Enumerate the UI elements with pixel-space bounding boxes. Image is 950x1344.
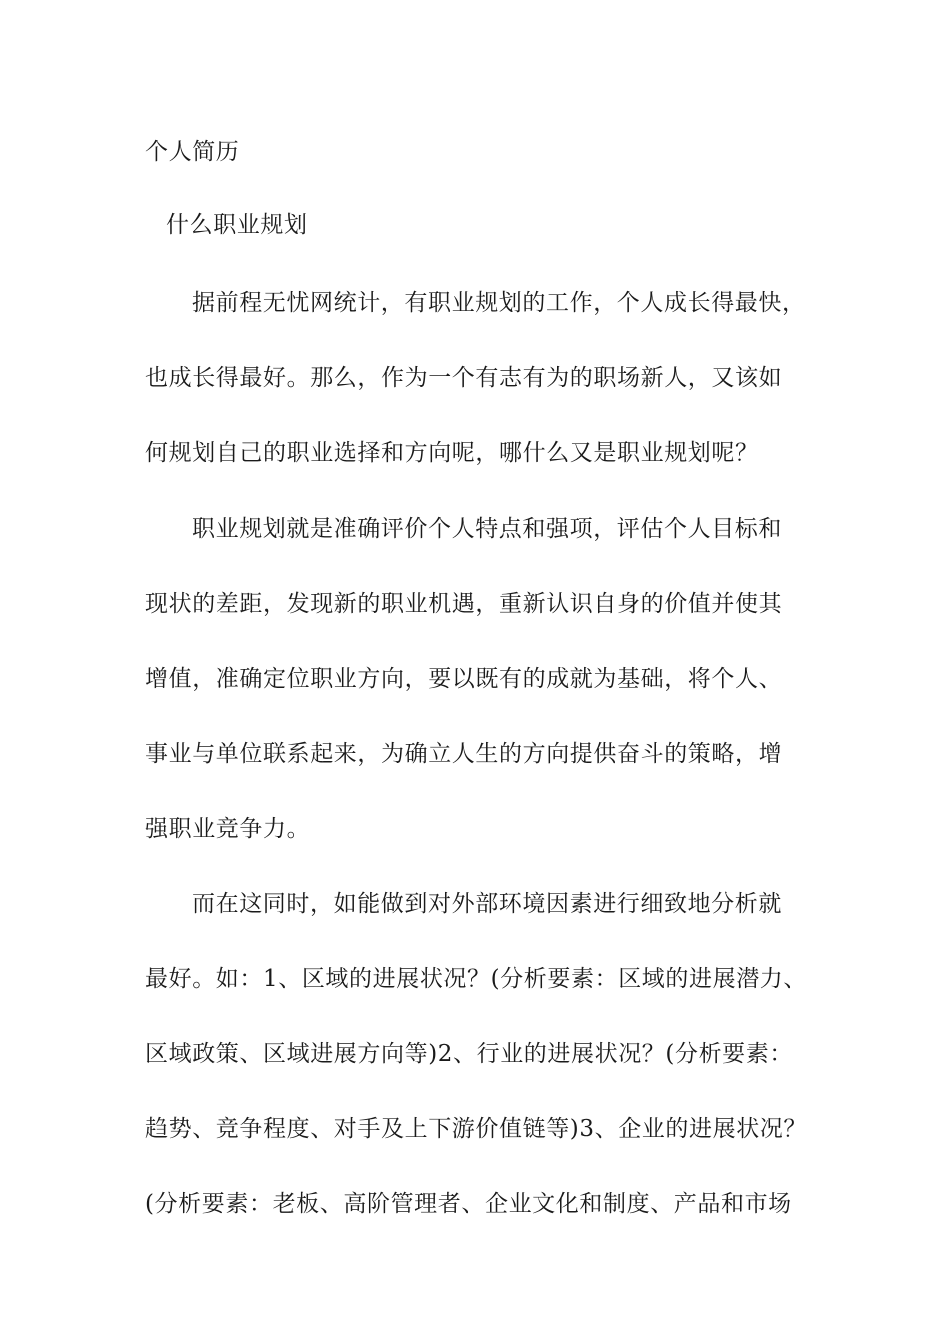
- section-heading: 什么职业规划: [166, 212, 308, 238]
- paragraph-line: 区域政策、区域进展方向等)2、行业的进展状况？(分析要素：: [145, 1041, 793, 1067]
- paragraph-line: 最好。如：1、区域的进展状况？(分析要素：区域的进展潜力、: [145, 966, 808, 992]
- paragraph-line: 事业与单位联系起来，为确立人生的方向提供奋斗的策略，增: [145, 741, 783, 767]
- document-title: 个人简历: [145, 139, 240, 165]
- paragraph-line: (分析要素：老板、高阶管理者、企业文化和制度、产品和市场: [145, 1191, 792, 1217]
- paragraph-line: 也成长得最好。那么，作为一个有志有为的职场新人，又该如: [145, 365, 783, 391]
- paragraph-line: 现状的差距，发现新的职业机遇，重新认识自身的价值并使其: [145, 591, 783, 617]
- paragraph-line: 增值，准确定位职业方向，要以既有的成就为基础，将个人、: [145, 666, 783, 692]
- paragraph-line: 职业规划就是准确评价个人特点和强项，评估个人目标和: [192, 516, 782, 542]
- paragraph-line: 强职业竞争力。: [145, 816, 311, 842]
- paragraph-line: 据前程无忧网统计，有职业规划的工作，个人成长得最快，: [192, 290, 806, 316]
- paragraph-line: 何规划自己的职业选择和方向呢，哪什么又是职业规划呢？: [145, 440, 759, 466]
- paragraph-line: 而在这同时，如能做到对外部环境因素进行细致地分析就: [192, 891, 782, 917]
- paragraph-line: 趋势、竞争程度、对手及上下游价值链等)3、企业的进展状况？: [145, 1116, 808, 1142]
